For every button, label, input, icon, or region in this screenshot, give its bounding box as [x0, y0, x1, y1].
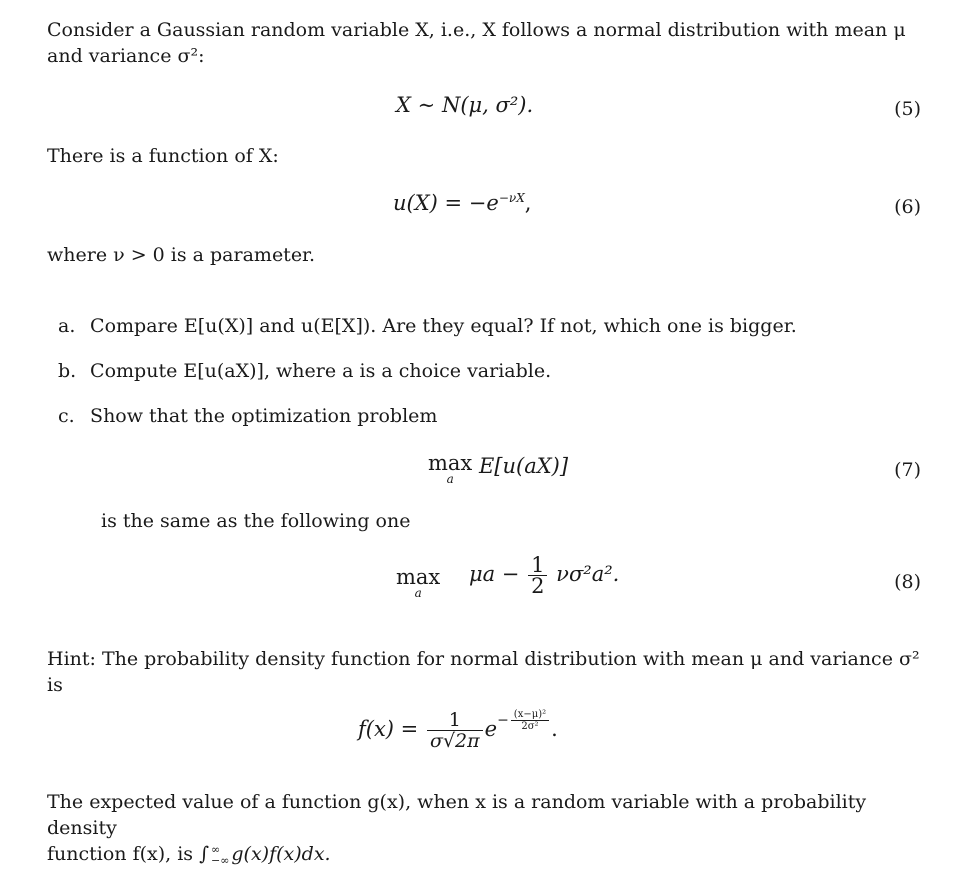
pdf-exponent: − $\frac{\text{(x−μ)²}}{\text{2σ²}}$ [497, 706, 551, 734]
list-item-c [58, 403, 938, 429]
equation-8-math [396, 555, 619, 599]
equation-5-rel: ∼ [417, 93, 436, 117]
pdf-fraction [427, 710, 483, 751]
integral-limits [211, 844, 229, 866]
equation-5-lhs: X [396, 93, 411, 117]
equation-7-sub: a [446, 472, 454, 486]
equation-8-frac-num: 1 [528, 555, 547, 576]
equation-8-lead: μa − [468, 562, 520, 586]
equation-7 [0, 453, 963, 493]
equation-8-frac-den: 2 [531, 574, 545, 598]
equation-6-math [393, 190, 531, 216]
list-item-a [58, 313, 938, 339]
where-text: where ν > 0 is a parameter. [47, 244, 316, 266]
equation-8-number: (8) [894, 571, 921, 593]
equation-8-tail: νσ²a². [556, 562, 620, 586]
pdf-frac-num: 1 [427, 710, 483, 731]
equation-6-tail: , [524, 191, 532, 215]
pdf-base: e [484, 717, 498, 741]
equation-6-text: u(X) = −e [393, 191, 499, 215]
same-as-text: is the same as the following one [101, 510, 411, 532]
list-item-b [58, 358, 938, 384]
pdf-lhs: f(x) = [358, 717, 419, 741]
intro-line-1: Consider a Gaussian random variable X, i.e., X follows a normal distribution with mean μ [47, 19, 906, 41]
equation-7-op: max [428, 451, 473, 475]
equation-8-sub: a [414, 586, 422, 600]
hint-line-1: Hint: The probability density function for normal distribution with mean μ and variance σ² [47, 648, 920, 670]
equation-7-number: (7) [894, 459, 921, 481]
hint-paragraph [47, 646, 927, 698]
equation-6-number: (6) [894, 196, 921, 218]
equation-8-fraction [528, 555, 547, 596]
pdf-equation-math [358, 710, 558, 751]
equation-6 [0, 190, 963, 230]
intro-paragraph [47, 17, 927, 69]
pdf-exp-num: (x−μ)² [511, 709, 549, 721]
equation-8 [0, 555, 963, 605]
equation-8-op: max [396, 565, 441, 589]
expected-value-paragraph [47, 789, 927, 867]
pdf-tail: . [551, 717, 558, 741]
list-item-b-text: Compute E[u(aX)], where a is a choice variable. [90, 360, 552, 382]
list-item-a-label: a. [58, 315, 76, 337]
equation-5 [0, 92, 963, 132]
list-item-b-label: b. [58, 360, 77, 382]
pdf-equation [0, 710, 963, 770]
integral-upper: ∞ [211, 843, 221, 856]
equation-6-exponent: −νX [498, 191, 525, 205]
expected-line-2-start: function f(x), is ∫ [47, 843, 209, 865]
equation-5-dist: N(μ, σ²). [441, 93, 534, 117]
equation-7-math [428, 453, 568, 485]
expected-line-2-end: g(x)f(x)dx. [231, 843, 331, 865]
pdf-exp-den: 2σ² [521, 721, 539, 732]
equation-7-body: E[u(aX)] [478, 454, 569, 478]
list-item-c-text: Show that the optimization problem [90, 405, 438, 427]
pdf-exponent-fraction [511, 709, 549, 732]
function-intro: There is a function of X: [47, 145, 279, 167]
equation-5-math [396, 92, 533, 118]
hint-line-2: is [47, 674, 63, 696]
list-item-c-label: c. [58, 405, 75, 427]
intro-line-2: and variance σ²: [47, 45, 205, 67]
equation-7-max [428, 453, 472, 485]
equation-5-number: (5) [894, 98, 921, 120]
integral-lower: −∞ [211, 854, 230, 867]
pdf-frac-den: σ√2π [429, 730, 480, 752]
equation-8-max [396, 567, 440, 599]
list-item-a-text: Compare E[u(X)] and u(E[X]). Are they equal? If not, which one is bigger. [90, 315, 797, 337]
expected-line-1: The expected value of a function g(x), when x is a random variable with a probability density [47, 791, 867, 839]
